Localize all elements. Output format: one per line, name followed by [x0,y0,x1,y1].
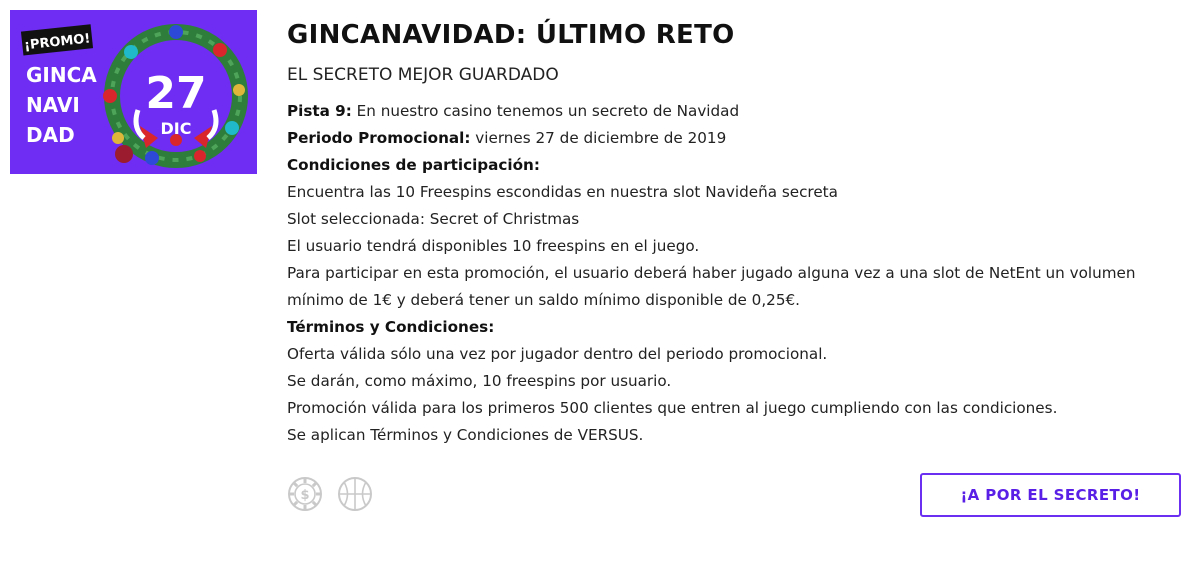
conditions-heading-text: Condiciones de participación: [287,156,540,174]
period-label: Periodo Promocional: [287,129,471,147]
banner-month: DIC [160,119,192,138]
promo-body [287,98,1187,449]
condition-item-long-1: Para participar en esta promoción, el usuario deberá haber jugado alguna vez a una slot de NetEnt un volumen [287,264,1136,282]
brand-line-3: DAD [26,123,75,147]
banner-day: 27 [145,68,207,119]
terms-item: Se darán, como máximo, 10 freespins por usuario. [287,372,672,390]
clue-text: En nuestro casino tenemos un secreto de Navidad [351,102,740,120]
promo-tag-label: ¡PROMO! [23,31,92,54]
period-text: viernes 27 de diciembre de 2019 [470,129,727,147]
banner-graphic [10,10,257,174]
category-icons [287,476,373,512]
period-line [287,125,1187,152]
svg-text:$: $ [300,488,310,503]
condition-item: Encuentra las 10 Freespins escondidas en nuestra slot Navideña secreta [287,183,838,201]
promo-subtitle: EL SECRETO MEJOR GUARDADO [287,65,559,85]
promo-content [287,16,1187,449]
promo-banner-image[interactable] [10,10,257,174]
condition-item: Slot seleccionada: Secret of Christmas [287,210,580,228]
brand-line-1: GINCA [26,63,97,87]
terms-item: Oferta válida sólo una vez por jugador dentro del periodo promocional. [287,345,828,363]
conditions-heading [287,152,1187,179]
promo-title: GINCANAVIDAD: ÚLTIMO RETO [287,20,735,50]
brand-line-2: NAVI [26,93,80,117]
terms-item: Se aplican Términos y Condiciones de VERSUS. [287,426,644,444]
go-to-secret-button[interactable]: ¡A POR EL SECRETO! [920,473,1181,517]
condition-item-long-2: mínimo de 1€ y deberá tener un saldo mínimo disponible de 0,25€. [287,291,800,309]
terms-heading-text: Términos y Condiciones: [287,318,495,336]
casino-chip-icon [287,476,323,512]
terms-heading [287,314,1187,341]
clue-line [287,98,1187,125]
condition-item: El usuario tendrá disponibles 10 freespins en el juego. [287,237,700,255]
clue-label: Pista 9: [287,102,352,120]
terms-item: Promoción válida para los primeros 500 clientes que entren al juego cumpliendo con las condiciones. [287,399,1058,417]
basketball-icon [337,476,373,512]
